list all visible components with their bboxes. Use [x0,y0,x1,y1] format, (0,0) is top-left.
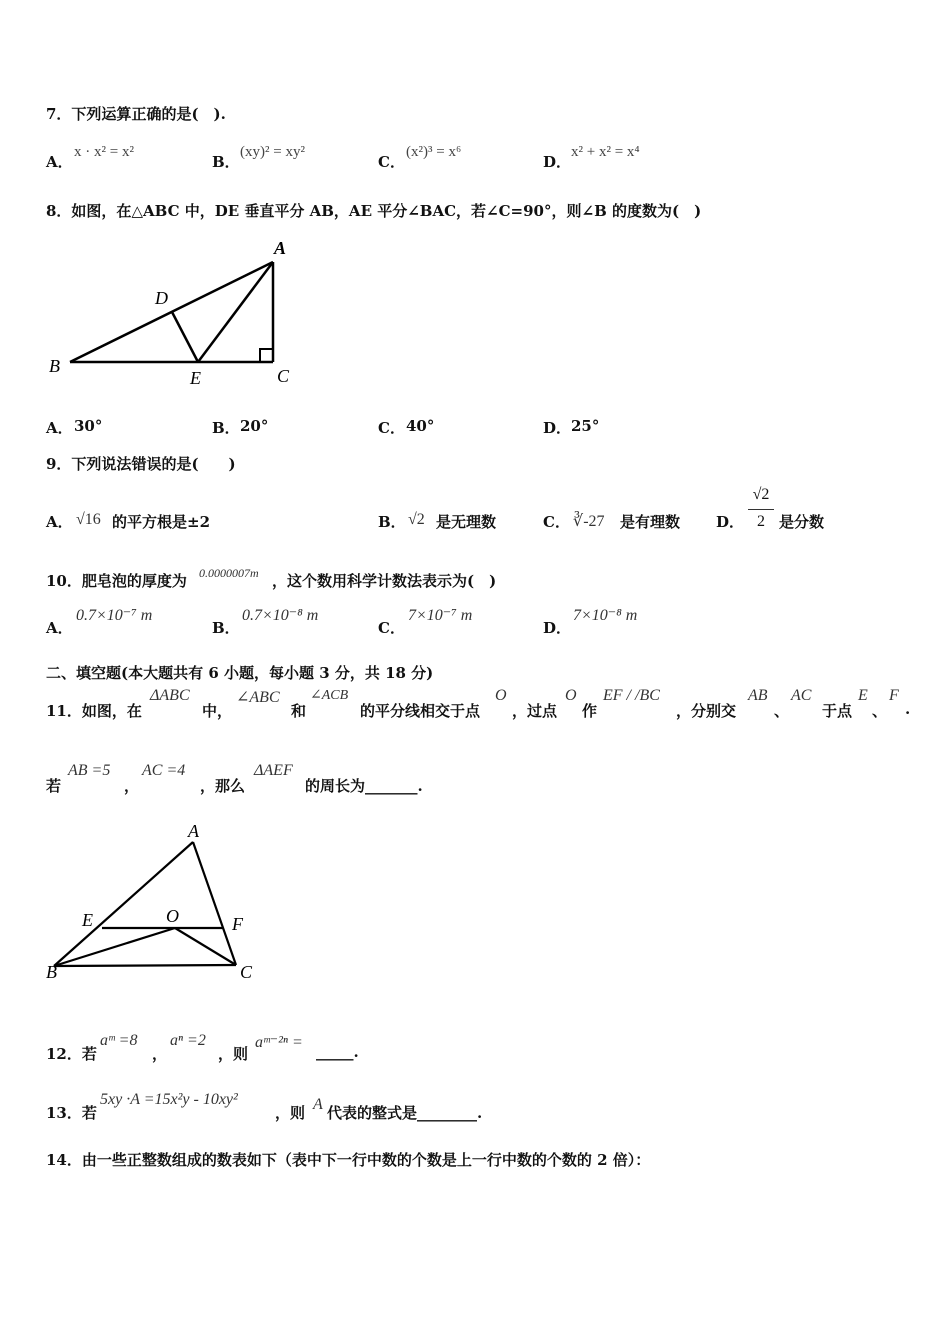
q11-text-5: ，过点 [512,702,558,720]
q8-label-c: C [277,366,290,386]
q9-option-c-text: 是有理数 [620,513,681,531]
q9-option-a-text: 的平方根是±2 [112,513,211,531]
q11-text-6: 作 [582,702,598,720]
q11-text-9: 于点 [822,702,853,720]
q7-option-c-expr: (x²)³ = x⁶ [406,144,462,160]
q11-triangle-figure [40,815,270,985]
q11-line2-math-ab: AB =5 [68,762,111,779]
q13-text-2: ，则 [275,1104,306,1122]
q8-label-a: A [274,238,287,258]
q11-segment-bc [54,965,236,966]
q11-line2-text-3: ，那么 [200,777,246,795]
q11-text-4: 的平分线相交于点 [360,702,481,720]
q11-line2-text-4: 的周长为_______. [305,777,423,795]
q11-text-8: 、 [774,702,790,720]
q11-math-o2: O [565,687,577,704]
q9-option-a-expr: √16 [76,511,101,528]
q11-label-a: A [188,821,199,841]
q8-triangle-figure [40,232,310,392]
q11-text-2: 中， [202,702,233,720]
q11-label-b: B [46,962,57,982]
q7-option-a-label: A． [46,153,73,171]
q8-label-d: D [155,288,168,308]
q8-option-c-label: C． [378,419,405,437]
q11-label-c: C [240,962,253,982]
q8-option-a-text: 30° [74,417,103,435]
q11-math-ac: AC [791,687,812,704]
q12-math-a-m-2n: aᵐ⁻²ⁿ = [255,1034,303,1051]
q8-right-angle-mark [260,349,273,362]
q11-math-ef-parallel-bc: EF / /BC [603,687,660,704]
q11-text-11: . [905,700,911,718]
q9-option-b-label: B． [378,513,406,531]
q9-option-c-label: C． [543,513,570,531]
q10-option-c-label: C． [378,619,405,637]
q12-math-am: aᵐ =8 [100,1032,138,1049]
q9-option-d-denominator: 2 [757,513,765,530]
q8-segment-ba [70,262,273,362]
q10-option-c-expr: 7×10⁻⁷ m [408,607,473,624]
q11-text-3: 和 [291,702,307,720]
q8-option-a-label: A． [46,419,73,437]
q13-math-a: A [313,1096,323,1113]
q7-option-c-label: C． [378,153,405,171]
q10-title-expr: 0.0000007m [199,566,259,580]
q8-option-b-text: 20° [240,417,269,435]
q14-title: 14．由一些正整数组成的数表如下（表中下一行中数的个数是上一行中数的个数的 2 倍）： [46,1151,651,1169]
q7-option-d-expr: x² + x² = x⁴ [571,144,640,160]
q11-line2-text-2: ， [124,777,140,795]
q10-option-b-expr: 0.7×10⁻⁸ m [242,607,319,624]
q10-option-a-expr: 0.7×10⁻⁷ m [76,607,153,624]
q11-math-abc: ΔABC [150,687,190,704]
section-heading-fill-in: 二、填空题(本大题共有 6 小题，每小题 3 分，共 18 分) [46,664,434,682]
q11-text-1: 11．如图，在 [46,702,142,720]
q10-option-d-label: D． [543,619,572,637]
q10-option-d-expr: 7×10⁻⁸ m [573,607,638,624]
q12-text-1: 12．若 [46,1045,97,1063]
q11-label-e: E [82,910,93,930]
q11-segment-bo [54,928,175,966]
q13-math-equation: 5xy ·A =15x²y - 10xy² [100,1091,238,1108]
q12-text-3: ，则 [218,1045,249,1063]
q7-option-b-expr: (xy)² = xy² [240,144,305,160]
q11-line2-math-aef: ΔAEF [254,762,293,779]
q11-math-ab: AB [748,687,768,704]
q11-math-angle-abc: ∠ABC [236,689,280,706]
q11-text-10: 、 [872,702,888,720]
q8-option-d-label: D． [543,419,572,437]
q11-label-o: O [166,906,179,926]
q10-title-pre: 10．肥皂泡的厚度为 [46,572,187,590]
q12-math-an: aⁿ =2 [170,1032,206,1049]
q12-text-2: ， [152,1045,168,1063]
q11-segment-ac [193,842,236,965]
q9-option-a-label: A． [46,513,73,531]
q11-math-o1: O [495,687,507,704]
q11-math-f: F [889,687,899,704]
q11-math-e: E [858,687,868,704]
q8-label-e: E [190,368,201,388]
q8-option-d-text: 25° [571,417,600,435]
q9-option-b-text: 是无理数 [436,513,497,531]
q8-segment-de [172,312,198,362]
q8-option-b-label: B． [212,419,240,437]
q7-title: 7．下列运算正确的是( ). [46,105,226,123]
q8-option-c-text: 40° [406,417,435,435]
q9-option-b-expr: √2 [408,511,425,528]
q11-segment-oc [175,928,236,965]
q8-title: 8．如图，在△ABC 中，DE 垂直平分 AB，AE 平分∠BAC，若∠C=90°，则∠B 的度数为( ) [46,202,702,220]
q10-option-a-label: A． [46,619,73,637]
q11-math-angle-acb: ∠ACB [310,688,349,703]
q9-option-c-expr: ∛-27 [573,513,605,530]
q12-text-4: _____. [316,1043,359,1061]
q11-label-f: F [232,914,243,934]
q10-title-post: ，这个数用科学计数法表示为( ) [272,572,497,590]
q11-line2-text-1: 若 [46,777,62,795]
q9-option-d-fraction-bar [748,509,774,510]
q13-text-1: 13．若 [46,1104,97,1122]
q7-option-a-expr: x · x² = x² [74,144,134,160]
q11-segment-ab [54,842,193,966]
q10-option-b-label: B． [212,619,240,637]
q7-option-d-label: D． [543,153,572,171]
q13-text-3: 代表的整式是________. [327,1104,483,1122]
q9-option-d-numerator: √2 [752,486,770,503]
q9-option-d-label: D． [716,513,745,531]
q9-option-d-text: 是分数 [779,513,825,531]
q8-segment-ae [198,262,273,362]
q11-text-7: ，分别交 [676,702,737,720]
q11-line2-math-ac: AC =4 [142,762,186,779]
q8-label-b: B [49,356,60,376]
q9-title: 9．下列说法错误的是( ) [46,455,236,473]
q7-option-b-label: B． [212,153,240,171]
